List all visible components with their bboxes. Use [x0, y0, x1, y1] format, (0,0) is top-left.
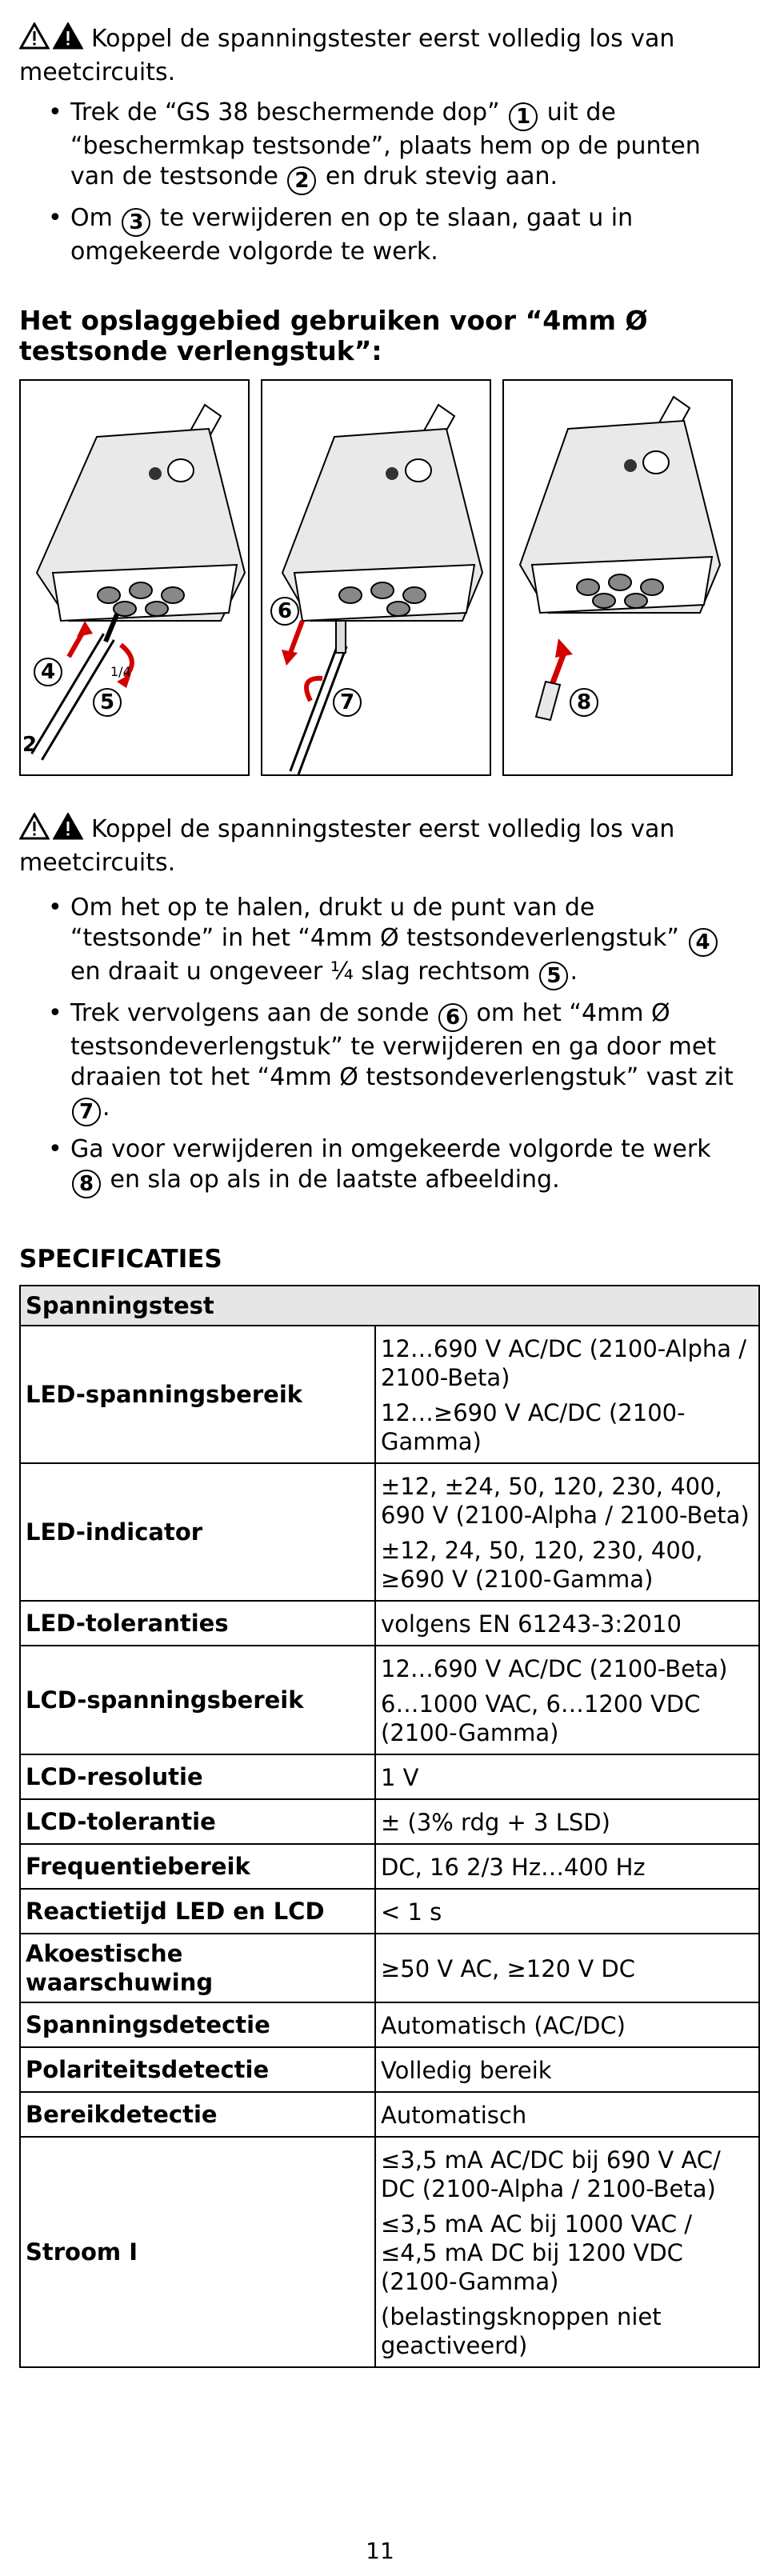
- list-item: • Trek vervolgens aan de sonde 6 om het “4mm Ø testsondeverlengstuk” te verwijderen en ga door met draaien tot het “4mm Ø testsondeverlengstuk” vast zit 7 .: [19, 998, 742, 1126]
- figure-store-extension: [502, 379, 733, 776]
- document-page: [19, 22, 750, 2368]
- callout-number: 4: [689, 928, 718, 957]
- figure-insert-probe: [19, 379, 250, 776]
- spec-value: [375, 1844, 759, 1889]
- table-row: [20, 1754, 759, 1799]
- spec-key: Polariteitsdetectie: [20, 2047, 375, 2092]
- spec-value-line: < 1 s: [381, 1898, 442, 1926]
- spec-key: LCD-resolutie: [20, 1754, 375, 1799]
- table-header-row: [20, 1286, 759, 1326]
- page-number: 11: [366, 2538, 394, 2564]
- spec-value-line: DC, 16 2/3 Hz…400 Hz: [381, 1854, 646, 1881]
- mid-bullet-list: [19, 893, 742, 1198]
- warning-triangle-icon: [19, 813, 50, 840]
- spec-value: [375, 2092, 759, 2137]
- spec-key: Spanningsdetectie: [20, 2002, 375, 2047]
- tester-head-illustration: [262, 381, 490, 774]
- table-row: [20, 1326, 759, 1463]
- spec-value: [375, 1326, 759, 1463]
- probe-marking: 2: [22, 733, 38, 757]
- quarter-turn-label: 1/4: [110, 664, 131, 679]
- section-title: Het opslaggebied gebruiken voor “4mm Ø testsonde verlengstuk”:: [19, 305, 648, 366]
- spec-value-line: (belastingsknoppen niet geactiveerd): [381, 2303, 662, 2359]
- spec-key: LCD-tolerantie: [20, 1799, 375, 1844]
- spec-value: [375, 2137, 759, 2367]
- spec-value: [375, 1934, 759, 2002]
- figure-label-4: 4: [34, 658, 62, 686]
- warning-triangle-icon: [53, 813, 83, 840]
- spec-value: [375, 2047, 759, 2092]
- top-warning: [19, 22, 742, 88]
- mid-warning: [19, 813, 742, 878]
- callout-number: 7: [72, 1098, 101, 1126]
- top-bullet-list: [19, 98, 742, 267]
- table-row: [20, 1934, 759, 2002]
- figure-label-7: 7: [333, 688, 362, 717]
- spec-value-line: ≥50 V AC, ≥120 V DC: [381, 1955, 635, 1982]
- spec-value: [375, 1463, 759, 1601]
- warning-triangle-icon: [19, 22, 50, 50]
- spec-key: Stroom I: [20, 2137, 375, 2367]
- tester-head-illustration: [21, 381, 248, 774]
- spec-value: [375, 2002, 759, 2047]
- warning-text: Koppel de spanningstester eerst volledig los van meetcircuits.: [19, 25, 675, 86]
- warning-icons: [19, 813, 86, 848]
- list-item: • Trek de “GS 38 beschermende dop” 1 uit de “beschermkap testsonde”, plaats hem op de punten van de testsonde 2 en druk stevig aan.: [19, 98, 742, 195]
- figure-row: [19, 379, 742, 776]
- spec-key: Akoestische waarschuwing: [20, 1934, 375, 2002]
- spec-value-line: 12…≥690 V AC/DC (2100-Gamma): [381, 1399, 686, 1455]
- table-row: [20, 1463, 759, 1601]
- spec-value-line: 12…690 V AC/DC (2100-Alpha / 2100-Beta): [381, 1335, 747, 1391]
- spec-value-line: ±12, 24, 50, 120, 230, 400, ≥690 V (2100-Gamma): [381, 1537, 703, 1593]
- list-item: • Ga voor verwijderen in omgekeerde volgorde te werk 8 en sla op als in de laatste afbeelding.: [19, 1134, 742, 1198]
- spec-key: Bereikdetectie: [20, 2092, 375, 2137]
- spec-key: LED-spanningsbereik: [20, 1326, 375, 1463]
- callout-number: 6: [438, 1003, 467, 1032]
- table-row: [20, 1601, 759, 1646]
- spec-value-line: Automatisch (AC/DC): [381, 2012, 626, 2039]
- spec-value-line: Automatisch: [381, 2102, 527, 2129]
- tester-head-illustration: [504, 381, 731, 774]
- callout-number: 3: [122, 208, 150, 237]
- list-item: • Om het op te halen, drukt u de punt van de “testsonde” in het “4mm Ø testsondeverlengstuk” 4 en draait u ongeveer ¼ slag rechtsom 5 .: [19, 893, 742, 990]
- spec-key: Frequentiebereik: [20, 1844, 375, 1889]
- spec-value-line: 1 V: [381, 1764, 419, 1791]
- figure-label-8: 8: [570, 688, 598, 717]
- table-row: [20, 2047, 759, 2092]
- spec-value-line: ≤3,5 mA AC/DC bij 690 V AC/ DC (2100-Alpha / 2100-Beta): [381, 2146, 721, 2202]
- spec-key: LED-indicator: [20, 1463, 375, 1601]
- spec-value: [375, 1601, 759, 1646]
- table-row: [20, 1844, 759, 1889]
- spec-value-line: Volledig bereik: [381, 2057, 552, 2084]
- spec-value: [375, 1889, 759, 1934]
- spec-key: Reactietijd LED en LCD: [20, 1889, 375, 1934]
- spec-value-line: volgens EN 61243-3:2010: [381, 1610, 682, 1638]
- spec-value: [375, 1646, 759, 1754]
- spec-value-line: 12…690 V AC/DC (2100-Beta): [381, 1655, 728, 1682]
- table-row: [20, 2002, 759, 2047]
- spec-value-line: 6…1000 VAC, 6…1200 VDC (2100-Gamma): [381, 1690, 701, 1746]
- warning-icons: [19, 22, 86, 58]
- spec-value: [375, 1799, 759, 1844]
- list-item: • Om 3 te verwijderen en op te slaan, gaat u in omgekeerde volgorde te werk.: [19, 203, 742, 267]
- table-row: [20, 1889, 759, 1934]
- figure-label-5: 5: [93, 688, 122, 717]
- spec-value-line: ±12, ±24, 50, 120, 230, 400, 690 V (2100-Alpha / 2100-Beta): [381, 1473, 750, 1529]
- table-header-cell: Spanningstest: [20, 1286, 759, 1326]
- table-row: [20, 2092, 759, 2137]
- spec-value-line: ± (3% rdg + 3 LSD): [381, 1809, 610, 1836]
- spec-key: LED-toleranties: [20, 1601, 375, 1646]
- callout-number: 1: [509, 102, 538, 131]
- spec-value: [375, 1754, 759, 1799]
- table-row: [20, 1799, 759, 1844]
- spec-value-line: ≤3,5 mA AC bij 1000 VAC / ≤4,5 mA DC bij 1200 VDC (2100-Gamma): [381, 2210, 693, 2295]
- figure-label-6: 6: [270, 597, 299, 626]
- table-row: [20, 2137, 759, 2367]
- spec-key: LCD-spanningsbereik: [20, 1646, 375, 1754]
- table-row: [20, 1646, 759, 1754]
- warning-triangle-icon: [53, 22, 83, 50]
- warning-text: Koppel de spanningstester eerst volledig los van meetcircuits.: [19, 815, 675, 877]
- specifications-table: [19, 1285, 760, 2368]
- specifications-title: SPECIFICATIES: [19, 1245, 222, 1274]
- figure-pull-probe: [261, 379, 491, 776]
- callout-number: 5: [539, 962, 568, 990]
- callout-number: 8: [72, 1170, 101, 1198]
- callout-number: 2: [287, 166, 316, 195]
